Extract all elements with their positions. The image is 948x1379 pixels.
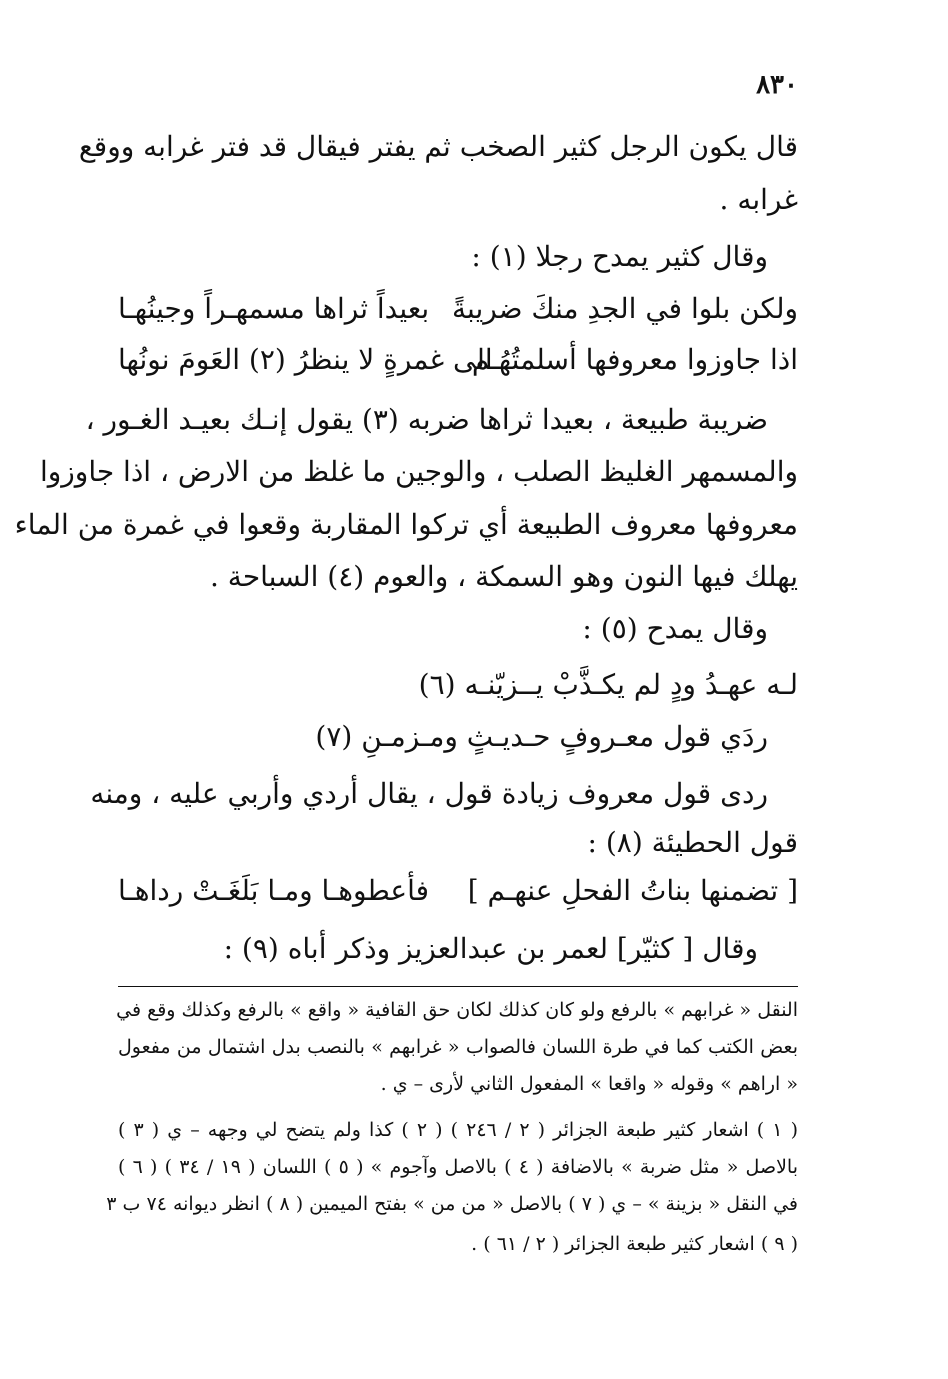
footnote-line: النقل « غرابهم » بالرفع ولو كان كذلك لكان حق القافية « واقع » بالرفع وكذلك وقع في [116, 999, 798, 1021]
verse-hemistich-first: اذا جاوزوا معروفها أسلمتُهُـم [471, 343, 798, 376]
footnote-line: بعض الكتب كما في طرة اللسان فالصواب « غرابهم » بالنصب بدل اشتمال من مفعول [118, 1036, 798, 1058]
verse-line [118, 343, 798, 383]
footnote-line: « اراهم » وقوله « واقعا » المفعول الثاني لأرى – ي . [380, 1073, 798, 1095]
verse-line: لـه عهـدُ ودٍ لم يكـذَّبْ يــزيّنـه (٦) [418, 668, 798, 701]
verse-line: ردَي قول معـروفٍ حـديـثٍ ومـزمـنِ (٧) [315, 720, 768, 753]
verse-intro: وقال [ كثيّر] لعمر بن عبدالعزيز وذكر أباه (٩) : [223, 932, 758, 965]
paragraph-line: ردى قول معروف زيادة قول ، يقال أردي وأربي عليه ، ومنه [90, 777, 768, 810]
verse-line [118, 292, 798, 332]
paragraph-line: معروفها معروف الطبيعة أي تركوا المقاربة وقعوا في غمرة من الماء [14, 508, 798, 541]
paragraph-line: ضريبة طبيعة ، بعيدا ثراها ضربه (٣) يقول إنـك بعيـد الغـور ، [85, 403, 768, 436]
verse-intro: وقال كثير يمدح رجلا (١) : [471, 240, 768, 273]
footnote-line: ( ٩ ) اشعار كثير طبعة الجزائر ( ٢ / ٦١ ) . [471, 1233, 798, 1255]
footnote-line: بالاصل « مثل ضربة » بالاضافة ( ٤ ) بالاصل وآجوم » ( ٥ ) اللسان ( ١٩ / ٣٤ ) ( ٦ ) [118, 1156, 798, 1178]
paragraph-line: غرابه . [719, 183, 798, 216]
verse-line [118, 874, 798, 914]
verse-hemistich-second: الى غمرةٍ لا ينظرُ (٢) العَومَ نونُها [118, 343, 493, 376]
verse-intro: وقال يمدح (٥) : [582, 612, 768, 645]
footnote-separator [118, 986, 798, 987]
footnote-line: ( ١ ) اشعار كثير طبعة الجزائر ( ٢ / ٢٤٦ ) ( ٢ ) كذا ولم يتضح لي وجهه – ي ( ٣ ) [118, 1119, 799, 1141]
verse-hemistich-first: [ تضمنها بناتُ الفحلِ عنهـم ] [467, 874, 798, 907]
verse-hemistich-first: ولكن بلوا في الجدِ منكَ ضريبةً [452, 292, 798, 325]
paragraph-line: قال يكون الرجل كثير الصخب ثم يفتر فيقال قد فتر غرابه ووقع [78, 130, 798, 163]
verse-hemistich-second: فأعطوهـا ومـا بَلَغَـتْ رداهـا [118, 874, 430, 907]
footnote-line: في النقل « بزينة » – ي ( ٧ ) بالاصل « من من » بفتح الميمين ( ٨ ) انظر ديوانه ٧٤ ب ٣ [106, 1193, 798, 1215]
page-number: ٨٣٠ [756, 70, 798, 100]
paragraph-line: والمسمهر الغليظ الصلب ، والوجين ما غلظ من الارض ، اذا جاوزوا [39, 455, 798, 488]
verse-hemistich-second: بعيداً ثراها مسمهـراً وجينُهـا [118, 292, 430, 325]
paragraph-line: يهلك فيها النون وهو السمكة ، والعوم (٤) السباحة . [210, 560, 798, 593]
paragraph-line: قول الحطيئة (٨) : [587, 826, 798, 859]
